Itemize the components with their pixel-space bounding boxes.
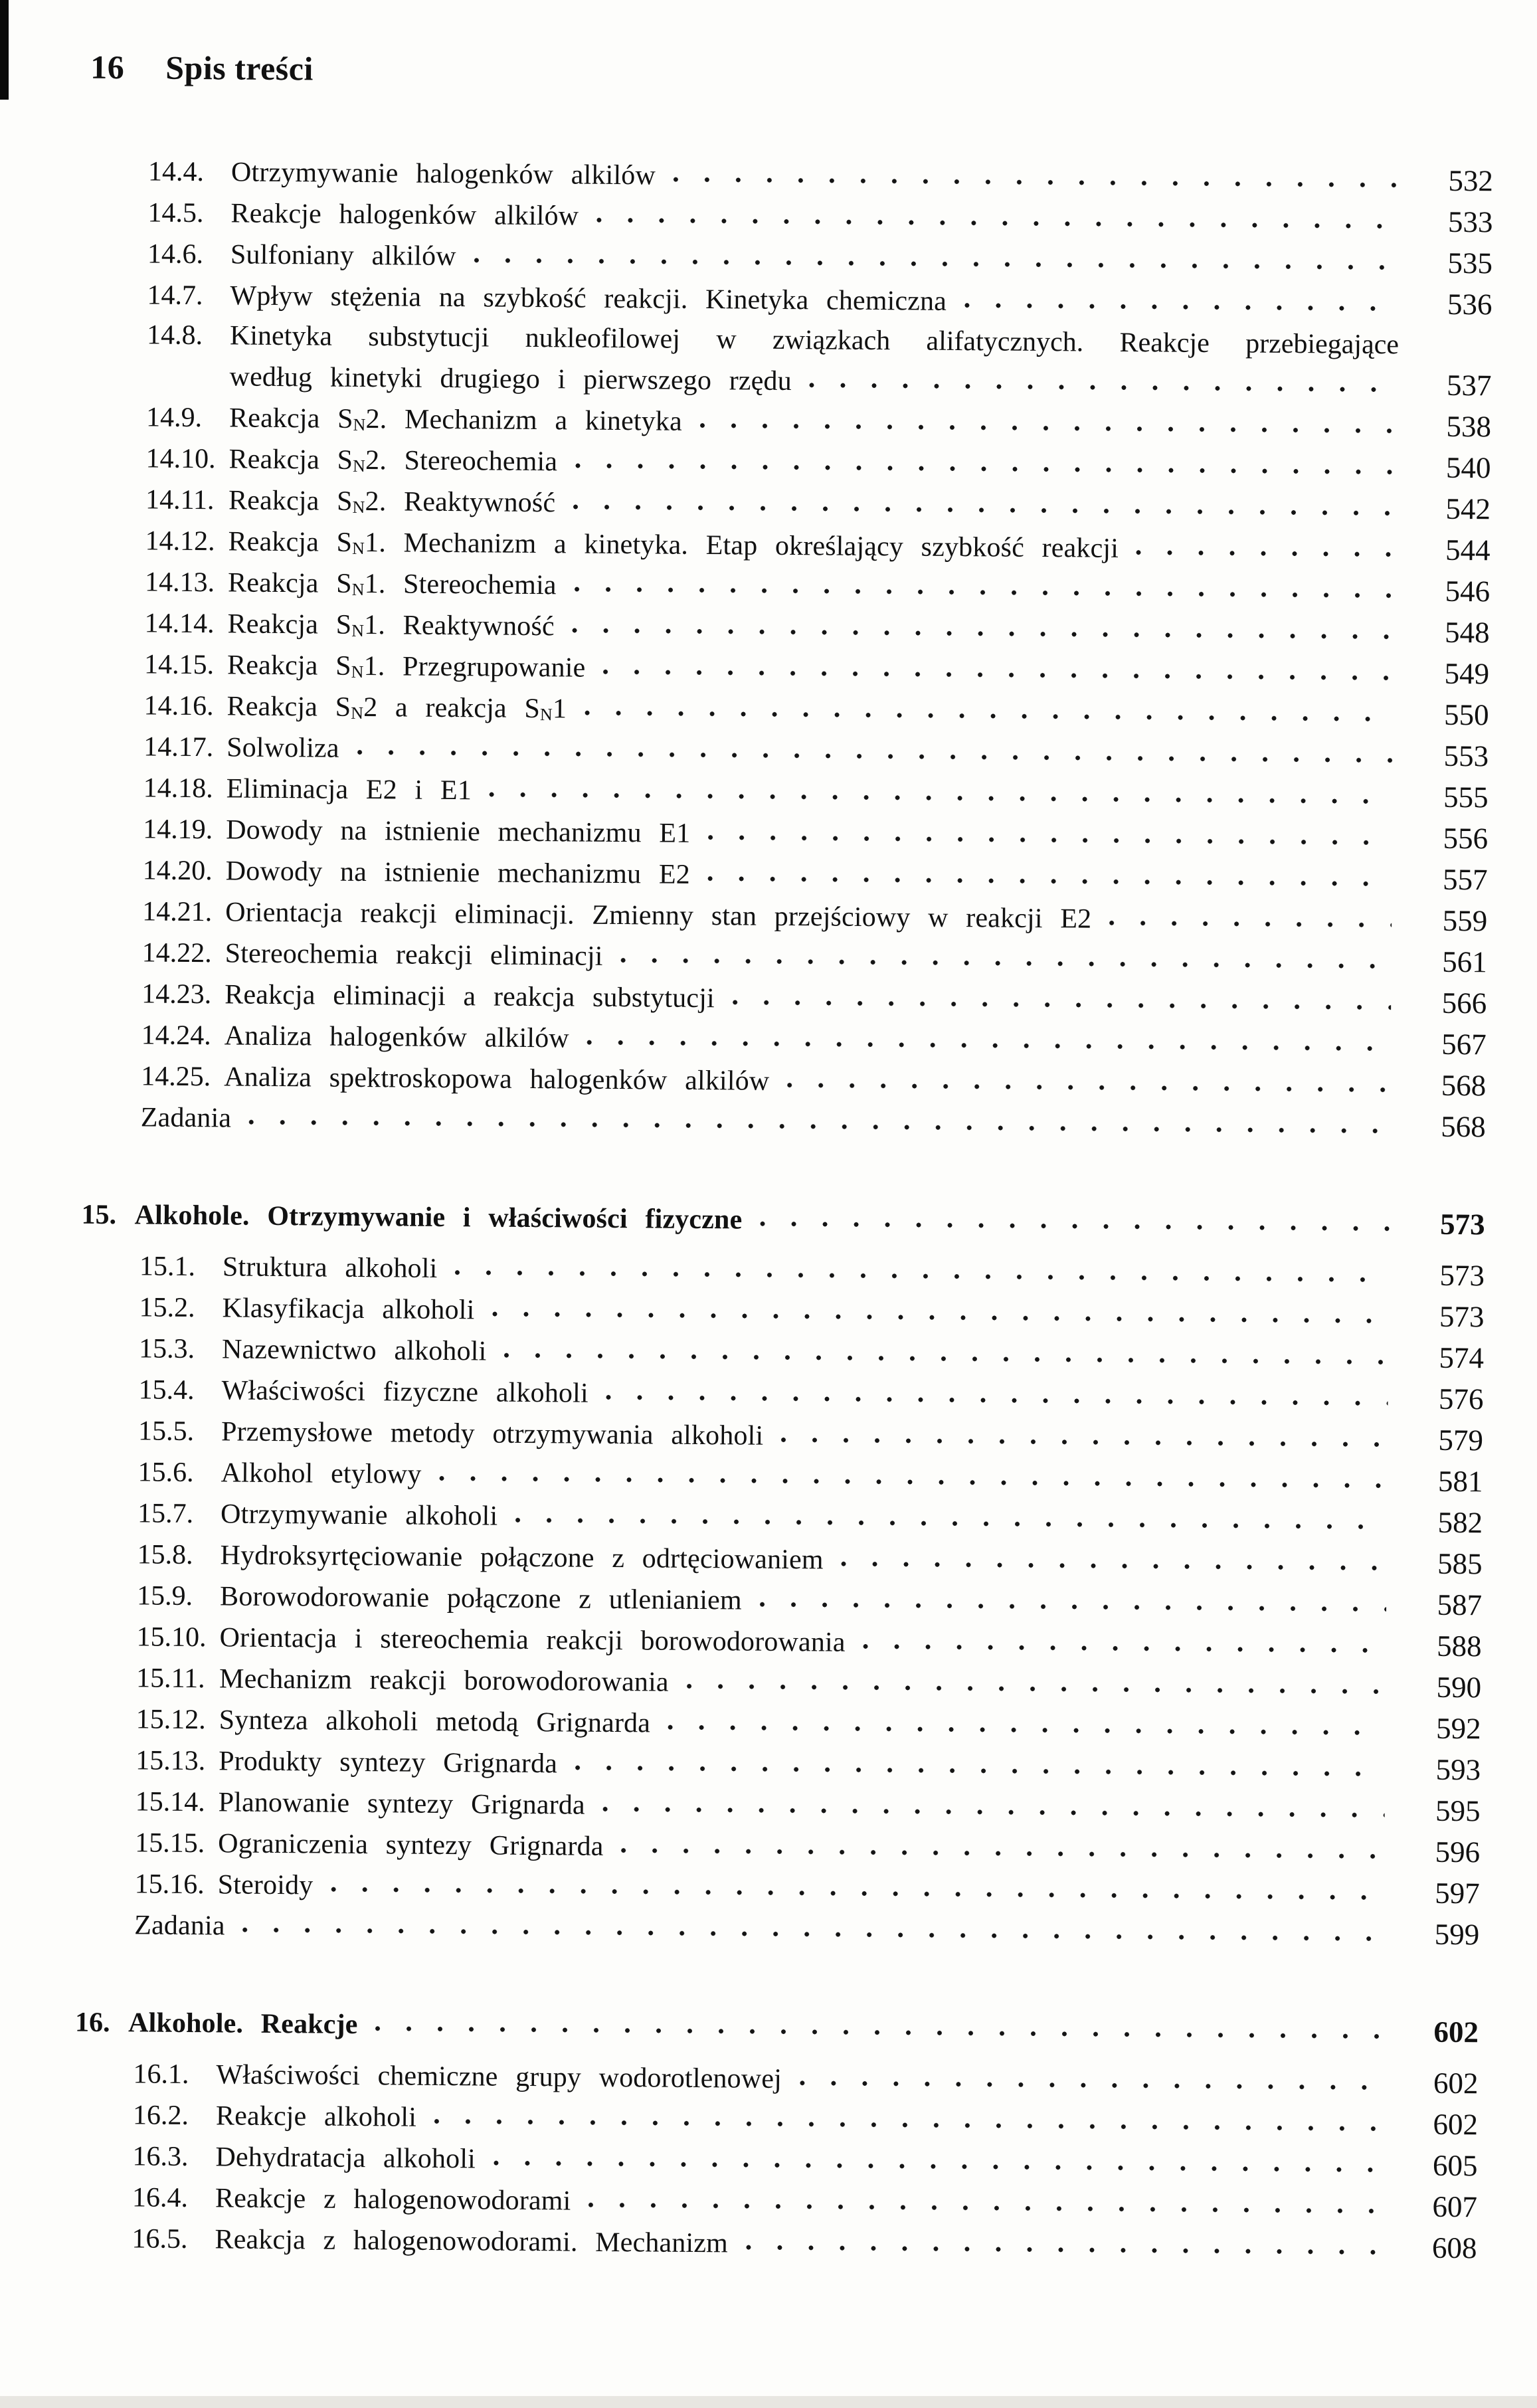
entry-body xyxy=(128,2001,1479,2053)
entry-title: Reakcja $S_N1$. Stereochemia xyxy=(227,567,557,601)
entry-page-number: 556 xyxy=(1443,821,1489,856)
entry-number: 14.24. xyxy=(141,1020,211,1052)
entry-number: 16. xyxy=(74,2007,110,2039)
entry-title: Orientacja i stereochemia reakcji borowodorowania xyxy=(219,1622,846,1658)
dot-leader xyxy=(492,1311,1388,1325)
entry-title: Reakcja eliminacji a reakcja substytucji xyxy=(225,979,715,1014)
dot-leader xyxy=(707,876,1392,887)
dot-leader xyxy=(863,1643,1386,1653)
entry-page-number: 587 xyxy=(1437,1588,1483,1622)
entry-page-number: 605 xyxy=(1432,2148,1478,2183)
entry-title: według kinetyki drugiego i pierwszego rzędu xyxy=(229,361,792,397)
entry-number: 14.22. xyxy=(141,937,212,969)
entry-page-number: 607 xyxy=(1432,2189,1478,2224)
dot-leader xyxy=(673,177,1398,189)
dot-leader xyxy=(587,1040,1391,1052)
toc-entry xyxy=(88,315,1492,407)
entry-number: 16.2. xyxy=(132,2100,189,2132)
entry-number: 15.10. xyxy=(136,1621,207,1653)
entry-number: 16.4. xyxy=(132,2182,189,2214)
dot-leader xyxy=(375,2025,1383,2039)
entry-number: 15.4. xyxy=(138,1374,195,1406)
dot-leader xyxy=(780,1437,1388,1447)
entry-number: 14.15. xyxy=(143,649,215,681)
entry-page-number: 585 xyxy=(1437,1546,1483,1581)
entry-title: Reakcja $S_N1$. Mechanizm a kinetyka. Etap określający szybkość reakcji xyxy=(228,526,1119,564)
entry-title: Dowody na istnienie mechanizmu E2 xyxy=(225,856,691,890)
entry-line: Kinetyka substytucji nukleofilowej w związkach alifatycznych. Reakcje przebiegające xyxy=(229,320,1400,361)
dot-leader xyxy=(759,1602,1386,1612)
entry-title: Dowody na istnienie mechanizmu E1 xyxy=(226,814,691,849)
entry-number: 14.25. xyxy=(141,1061,211,1093)
entry-title: Planowanie syntezy Grignarda xyxy=(218,1787,586,1821)
dot-leader xyxy=(515,1517,1387,1530)
entry-title: Eliminacja E2 i E1 xyxy=(226,773,472,806)
entry-page-number: 538 xyxy=(1446,409,1492,444)
entry-title: Zadania xyxy=(140,1102,232,1134)
header-page-number: 16 xyxy=(90,48,125,86)
entry-page-number: 555 xyxy=(1443,780,1489,814)
dot-leader xyxy=(606,1394,1388,1406)
entry-title: Alkohol etylowy xyxy=(221,1457,422,1490)
entry-title: Produkty syntezy Grignarda xyxy=(219,1746,558,1780)
entry-page-number: 535 xyxy=(1447,246,1493,280)
entry-title: Otrzymywanie alkoholi xyxy=(220,1499,498,1532)
entry-page-number: 579 xyxy=(1438,1423,1484,1457)
dot-leader xyxy=(620,957,1392,969)
dot-leader xyxy=(596,217,1397,229)
entry-page-number: 561 xyxy=(1441,945,1487,979)
entry-page-number: 588 xyxy=(1436,1629,1482,1663)
entry-title: Stereochemia reakcji eliminacji xyxy=(225,938,603,972)
dot-leader xyxy=(588,2202,1382,2214)
entry-number: 15.5. xyxy=(137,1416,195,1447)
dot-leader xyxy=(686,1683,1386,1695)
dot-leader xyxy=(572,627,1394,640)
entry-page-number: 576 xyxy=(1438,1382,1484,1416)
entry-number: 15.3. xyxy=(138,1333,195,1365)
dot-leader xyxy=(474,257,1397,270)
dot-leader xyxy=(699,422,1396,434)
entry-page-number: 602 xyxy=(1433,2107,1479,2142)
entry-number: 15.11. xyxy=(136,1663,205,1695)
entry-number: 14.4. xyxy=(147,156,205,188)
entry-page-number: 548 xyxy=(1444,615,1490,650)
dot-leader xyxy=(574,586,1394,599)
entry-number: 14.5. xyxy=(147,197,204,229)
entry-title: Reakcje alkoholi xyxy=(215,2100,417,2133)
entry-number: 15.2. xyxy=(139,1292,195,1324)
entry-page-number: 540 xyxy=(1445,450,1491,485)
entry-page-number: 592 xyxy=(1435,1711,1481,1746)
entry-number: 14.21. xyxy=(142,896,213,928)
entry-title: Solwoliza xyxy=(226,732,339,764)
entry-title: Reakcje z halogenowodorami xyxy=(215,2183,571,2217)
entry-title: Alkohole. Otrzymywanie i właściwości fizyczne xyxy=(134,1200,743,1236)
entry-page-number: 590 xyxy=(1436,1670,1482,1705)
entry-title: Reakcja $S_N2$ a reakcja $S_N1$ xyxy=(226,691,567,725)
entry-number: 16.5. xyxy=(132,2223,188,2255)
entry-title: Reakcja $S_N1$. Reaktywność xyxy=(227,608,555,642)
entry-title: Orientacja reakcji eliminacji. Zmienny stan przejściowy w reakcji E2 xyxy=(225,897,1092,935)
entry-number: 15.13. xyxy=(136,1745,206,1777)
entry-number: 14.6. xyxy=(147,238,204,270)
entry-page-number: 573 xyxy=(1439,1258,1485,1293)
entry-number: 14.19. xyxy=(143,814,213,846)
dot-leader xyxy=(745,2245,1382,2256)
toc-entry xyxy=(81,1194,1485,1246)
dot-leader xyxy=(493,2160,1382,2174)
entry-title: Sulfoniany alkilów xyxy=(230,239,456,272)
entry-page-number: 602 xyxy=(1433,2015,1479,2049)
entry-number: 14.8. xyxy=(146,320,203,351)
entry-page-number: 536 xyxy=(1447,287,1492,322)
entry-number: 15.14. xyxy=(135,1786,205,1818)
dot-leader xyxy=(584,710,1394,723)
dot-leader xyxy=(438,1475,1387,1489)
entry-title: Alkohole. Reakcje xyxy=(128,2007,358,2041)
entry-title: Reakcja $S_N2$. Stereochemia xyxy=(228,444,558,478)
entry-title: Analiza spektroskopowa halogenków alkilów xyxy=(224,1062,770,1097)
entry-number: 15.16. xyxy=(134,1869,205,1900)
entry-number: 15.15. xyxy=(135,1827,205,1859)
entry-title: Zadania xyxy=(134,1910,225,1942)
entry-number: 15.7. xyxy=(137,1498,194,1530)
entry-page-number: 546 xyxy=(1445,574,1491,608)
entry-title: Reakcja $S_N1$. Przegrupowanie xyxy=(226,650,586,684)
entry-page-number: 574 xyxy=(1439,1341,1485,1375)
entry-number: 14.7. xyxy=(147,280,203,312)
entry-title: Właściwości chemiczne grupy wodorotlenowej xyxy=(216,2059,782,2095)
entry-title: Właściwości fizyczne alkoholi xyxy=(221,1375,588,1409)
entry-page-number: 542 xyxy=(1445,492,1491,526)
entry-number: 14.23. xyxy=(141,978,212,1010)
entry-title: Steroidy xyxy=(217,1869,314,1901)
page-title: Spis treści xyxy=(165,48,314,88)
toc-entry xyxy=(75,2001,1479,2054)
entry-number: 15.12. xyxy=(136,1704,206,1736)
dot-leader xyxy=(503,1352,1388,1365)
entry-number: 14.12. xyxy=(145,525,215,557)
dot-leader xyxy=(964,302,1396,312)
dot-leader xyxy=(732,999,1391,1010)
dot-leader xyxy=(242,1927,1384,1942)
dot-leader xyxy=(621,1847,1385,1859)
entry-page-number: 597 xyxy=(1434,1876,1480,1910)
entry-number: 15.6. xyxy=(137,1457,194,1489)
entry-number: 14.10. xyxy=(145,443,216,475)
dot-leader xyxy=(602,669,1394,681)
entry-number: 14.9. xyxy=(145,402,203,434)
dot-leader xyxy=(707,834,1392,846)
dot-leader xyxy=(575,1765,1385,1778)
entry-page-number: 532 xyxy=(1448,163,1494,198)
toc-list xyxy=(73,150,1493,2269)
entry-number: 14.11. xyxy=(145,484,215,516)
entry-last-line xyxy=(128,2001,1479,2053)
dot-leader xyxy=(454,1269,1389,1283)
dot-leader xyxy=(357,749,1394,763)
page-header xyxy=(90,47,1494,98)
entry-number: 14.14. xyxy=(144,608,215,640)
entry-page-number: 599 xyxy=(1434,1917,1480,1952)
entry-number: 16.1. xyxy=(133,2059,189,2090)
entry-page-number: 608 xyxy=(1431,2231,1477,2265)
entry-last-line xyxy=(134,1194,1485,1246)
entry-number: 14.17. xyxy=(143,731,214,763)
dot-leader xyxy=(489,792,1393,805)
dot-leader xyxy=(575,463,1395,476)
dot-leader xyxy=(1136,549,1395,557)
entry-page-number: 573 xyxy=(1439,1299,1485,1334)
entry-number: 16.3. xyxy=(132,2141,189,2173)
entry-page-number: 595 xyxy=(1435,1794,1481,1828)
entry-page-number: 550 xyxy=(1443,697,1489,732)
entry-number: 15.9. xyxy=(136,1580,193,1612)
entry-title: Wpływ stężenia na szybkość reakcji. Kinetyka chemiczna xyxy=(230,280,947,317)
entry-page-number: 568 xyxy=(1441,1109,1486,1144)
entry-title: Reakcja z halogenowodorami. Mechanizm xyxy=(215,2224,729,2259)
entry-number: 15. xyxy=(81,1199,117,1231)
entry-number: 14.20. xyxy=(142,855,213,887)
entry-page-number: 568 xyxy=(1441,1068,1487,1103)
dot-leader xyxy=(809,382,1396,393)
entry-title: Przemysłowe metody otrzymywania alkoholi xyxy=(221,1416,764,1451)
entry-number: 14.18. xyxy=(143,773,213,804)
entry-page-number: 593 xyxy=(1435,1752,1481,1787)
entry-page-number: 533 xyxy=(1447,205,1493,239)
entry-title: Analiza halogenków alkilów xyxy=(224,1020,570,1054)
dot-leader xyxy=(434,2118,1382,2132)
entry-title: Dehydratacja alkoholi xyxy=(215,2142,476,2175)
dot-leader xyxy=(841,1561,1387,1571)
entry-title: Klasyfikacja alkoholi xyxy=(222,1293,475,1326)
entry-body xyxy=(229,316,1492,407)
entry-page-number: 537 xyxy=(1446,368,1492,403)
entry-number: 15.1. xyxy=(139,1251,196,1283)
dot-leader xyxy=(602,1806,1385,1818)
entry-page-number: 557 xyxy=(1442,862,1488,897)
entry-page-number: 566 xyxy=(1441,986,1487,1020)
entry-page-number: 559 xyxy=(1442,903,1488,938)
entry-page-number: 596 xyxy=(1435,1835,1481,1869)
entry-page-number: 582 xyxy=(1437,1505,1483,1540)
entry-number: 15.8. xyxy=(137,1539,193,1571)
dot-leader xyxy=(786,1082,1390,1093)
dot-leader xyxy=(330,1887,1384,1900)
entry-title: Reakcje halogenków alkilów xyxy=(230,198,579,232)
dot-leader xyxy=(759,1221,1389,1232)
entry-title: Otrzymywanie halogenków alkilów xyxy=(230,157,656,191)
dot-leader xyxy=(1109,920,1392,928)
entry-title: Struktura alkoholi xyxy=(222,1251,438,1284)
entry-title: Borowodorowanie połączone z utlenianiem xyxy=(219,1581,742,1616)
dot-leader xyxy=(248,1119,1390,1134)
entry-page-number: 573 xyxy=(1439,1207,1485,1242)
entry-title: Hydroksyrtęciowanie połączone z odrtęciowaniem xyxy=(220,1540,824,1576)
dot-leader xyxy=(573,504,1395,516)
entry-page-number: 549 xyxy=(1444,656,1490,691)
entry-title: Mechanizm reakcji borowodorowania xyxy=(219,1663,669,1698)
entry-title: Ograniczenia syntezy Grignarda xyxy=(218,1828,604,1862)
entry-number: 14.13. xyxy=(144,567,215,599)
entry-page-number: 567 xyxy=(1441,1027,1487,1062)
dot-leader xyxy=(668,1724,1386,1736)
entry-title: Reakcja $S_N2$. Reaktywność xyxy=(228,485,556,519)
entry-page-number: 581 xyxy=(1437,1464,1483,1499)
dot-leader xyxy=(799,2080,1383,2090)
entry-title: Nazewnictwo alkoholi xyxy=(221,1334,487,1367)
entry-body xyxy=(134,1194,1485,1246)
entry-page-number: 602 xyxy=(1433,2066,1479,2100)
entry-page-number: 553 xyxy=(1443,739,1489,773)
entry-page-number: 544 xyxy=(1445,533,1491,567)
entry-title: Synteza alkoholi metodą Grignarda xyxy=(219,1705,651,1739)
scan-edge-artifact xyxy=(0,0,9,100)
entry-number: 14.16. xyxy=(143,690,214,722)
entry-title: Reakcja $S_N2$. Mechanizm a kinetyka xyxy=(228,403,683,437)
